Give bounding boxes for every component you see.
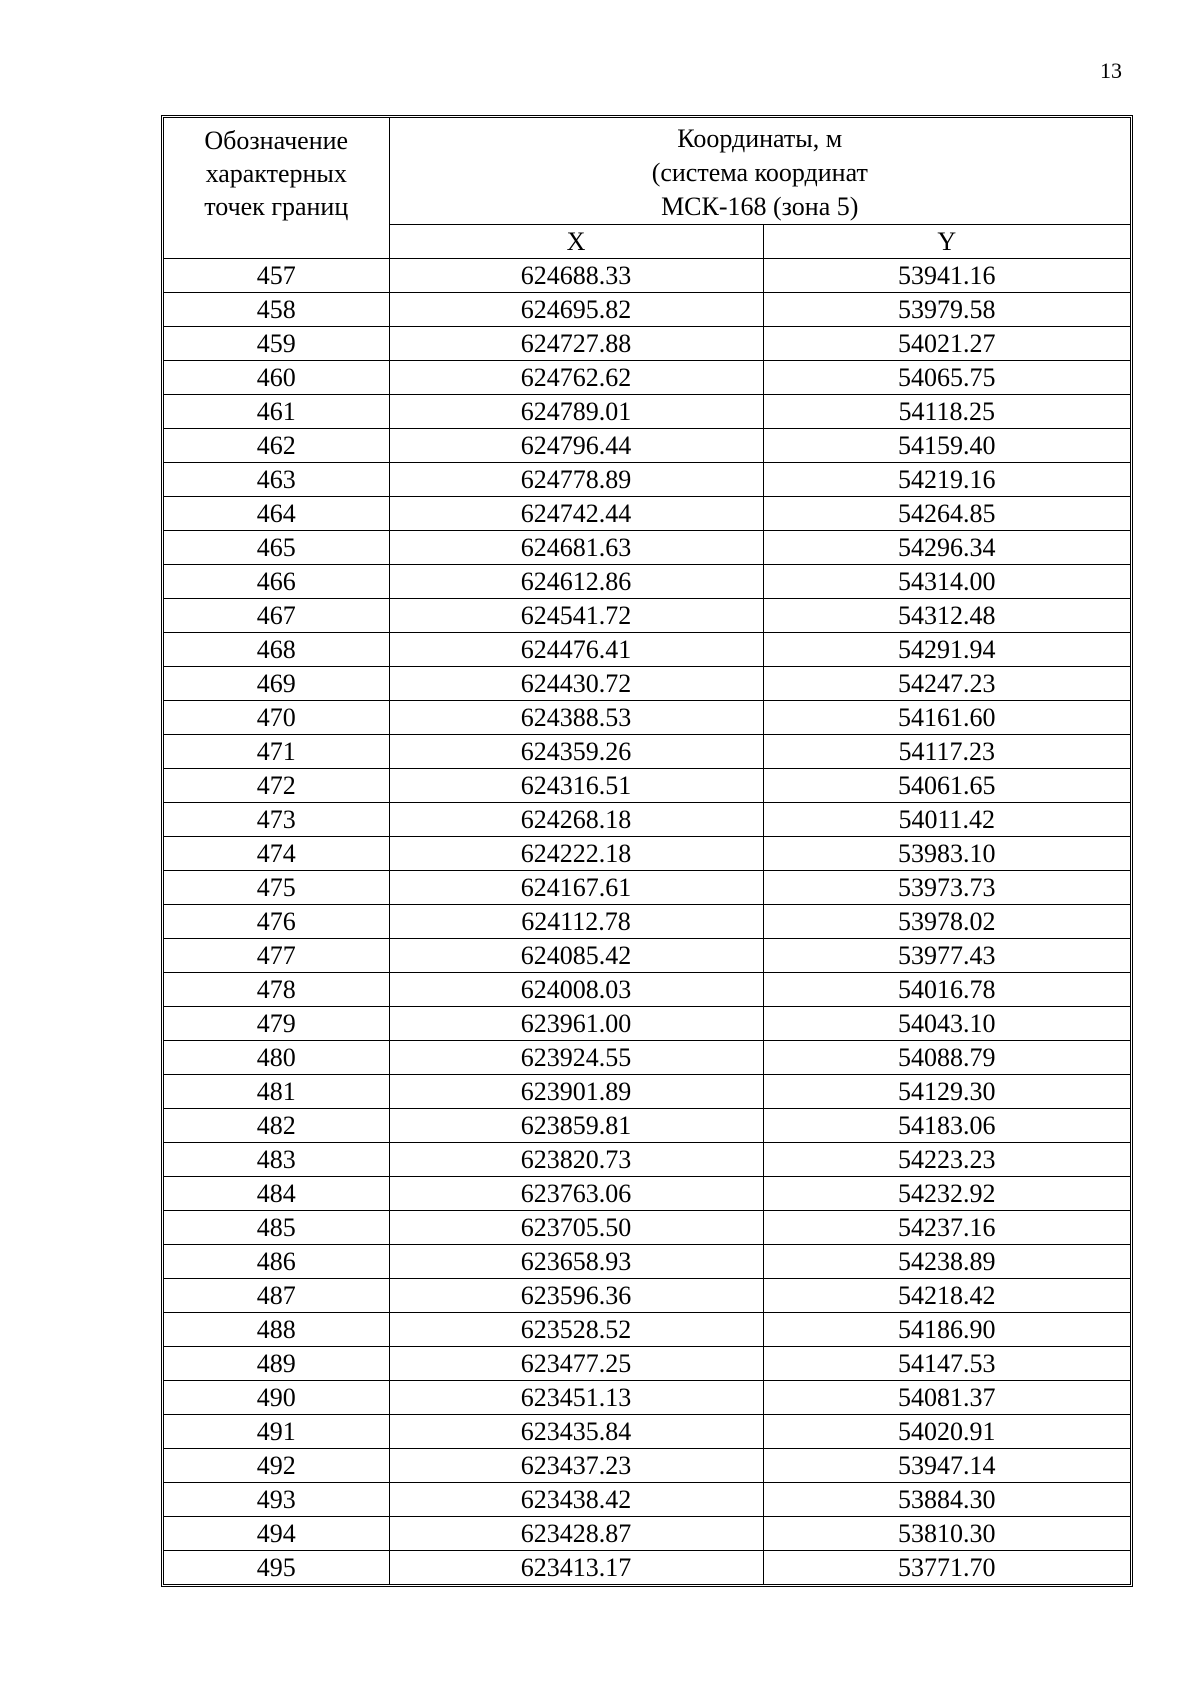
table-header [164,118,1130,259]
cell-x: 624778.89 [389,463,763,497]
table-row [164,327,1130,361]
cell-point-number: 465 [164,531,389,565]
cell-y: 54238.89 [763,1245,1130,1279]
cell-point-number: 474 [164,837,389,871]
cell-y: 53947.14 [763,1449,1130,1483]
cell-x: 624268.18 [389,803,763,837]
cell-y: 54016.78 [763,973,1130,1007]
header-point-designation-line: точек границ [204,192,349,221]
header-coordinates [389,118,1130,225]
cell-x: 623596.36 [389,1279,763,1313]
cell-point-number: 492 [164,1449,389,1483]
header-point-designation [164,118,389,259]
cell-x: 623658.93 [389,1245,763,1279]
cell-y: 54021.27 [763,327,1130,361]
cell-y: 54117.23 [763,735,1130,769]
cell-point-number: 466 [164,565,389,599]
cell-point-number: 471 [164,735,389,769]
cell-y: 54043.10 [763,1007,1130,1041]
cell-y: 53973.73 [763,871,1130,905]
cell-y: 54011.42 [763,803,1130,837]
cell-point-number: 489 [164,1347,389,1381]
cell-x: 624789.01 [389,395,763,429]
cell-y: 54118.25 [763,395,1130,429]
table-row [164,1449,1130,1483]
cell-y: 54161.60 [763,701,1130,735]
table-row [164,463,1130,497]
cell-y: 54232.92 [763,1177,1130,1211]
table-row [164,1211,1130,1245]
cell-point-number: 463 [164,463,389,497]
cell-point-number: 488 [164,1313,389,1347]
table-row [164,1381,1130,1415]
cell-x: 624612.86 [389,565,763,599]
cell-point-number: 475 [164,871,389,905]
cell-point-number: 494 [164,1517,389,1551]
cell-x: 623901.89 [389,1075,763,1109]
cell-y: 54264.85 [763,497,1130,531]
cell-y: 54147.53 [763,1347,1130,1381]
cell-y: 54291.94 [763,633,1130,667]
table-row [164,769,1130,803]
cell-x: 624388.53 [389,701,763,735]
table-row [164,735,1130,769]
table-row [164,1313,1130,1347]
cell-point-number: 462 [164,429,389,463]
cell-point-number: 477 [164,939,389,973]
cell-x: 623820.73 [389,1143,763,1177]
cell-point-number: 487 [164,1279,389,1313]
cell-x: 624112.78 [389,905,763,939]
cell-x: 623705.50 [389,1211,763,1245]
cell-point-number: 460 [164,361,389,395]
table-row [164,565,1130,599]
cell-y: 54296.34 [763,531,1130,565]
cell-y: 54237.16 [763,1211,1130,1245]
table-row [164,701,1130,735]
cell-point-number: 483 [164,1143,389,1177]
table-row [164,497,1130,531]
cell-point-number: 458 [164,293,389,327]
cell-x: 623435.84 [389,1415,763,1449]
cell-y: 53977.43 [763,939,1130,973]
cell-y: 53884.30 [763,1483,1130,1517]
header-y: Y [763,225,1130,259]
coordinates-table-frame [161,115,1133,1587]
cell-x: 624008.03 [389,973,763,1007]
cell-point-number: 490 [164,1381,389,1415]
table-row [164,1551,1130,1585]
cell-point-number: 468 [164,633,389,667]
header-coordinates-line: (система координат [651,158,868,187]
table-row [164,429,1130,463]
cell-y: 54088.79 [763,1041,1130,1075]
table-row [164,1517,1130,1551]
table-row [164,1177,1130,1211]
cell-point-number: 478 [164,973,389,1007]
cell-point-number: 481 [164,1075,389,1109]
header-coordinates-line: Координаты, м [677,124,843,153]
cell-x: 623961.00 [389,1007,763,1041]
cell-point-number: 461 [164,395,389,429]
cell-y: 54314.00 [763,565,1130,599]
cell-point-number: 495 [164,1551,389,1585]
cell-point-number: 464 [164,497,389,531]
cell-x: 624762.62 [389,361,763,395]
cell-point-number: 457 [164,259,389,293]
cell-x: 623451.13 [389,1381,763,1415]
table-row [164,361,1130,395]
cell-x: 624727.88 [389,327,763,361]
cell-y: 54186.90 [763,1313,1130,1347]
table-row [164,1041,1130,1075]
page-number: 13 [1100,58,1122,83]
cell-point-number: 469 [164,667,389,701]
table-row [164,1007,1130,1041]
cell-point-number: 472 [164,769,389,803]
header-point-designation-line: Обозначение [204,126,349,155]
table-row [164,1143,1130,1177]
cell-x: 624222.18 [389,837,763,871]
cell-y: 54223.23 [763,1143,1130,1177]
cell-y: 54081.37 [763,1381,1130,1415]
table-row [164,667,1130,701]
cell-y: 54247.23 [763,667,1130,701]
header-point-designation-line: характерных [205,159,347,188]
cell-x: 624541.72 [389,599,763,633]
cell-point-number: 476 [164,905,389,939]
table-row [164,905,1130,939]
table-row [164,939,1130,973]
cell-x: 623924.55 [389,1041,763,1075]
cell-y: 54218.42 [763,1279,1130,1313]
table-row [164,803,1130,837]
cell-y: 54219.16 [763,463,1130,497]
cell-x: 624695.82 [389,293,763,327]
cell-x: 624688.33 [389,259,763,293]
cell-x: 623763.06 [389,1177,763,1211]
cell-y: 54065.75 [763,361,1130,395]
table-body [164,259,1130,1585]
cell-y: 54129.30 [763,1075,1130,1109]
header-coordinates-line: МСК-168 (зона 5) [661,192,859,221]
cell-x: 624742.44 [389,497,763,531]
cell-point-number: 491 [164,1415,389,1449]
cell-y: 54159.40 [763,429,1130,463]
cell-y: 54183.06 [763,1109,1130,1143]
table-row [164,1415,1130,1449]
cell-x: 623437.23 [389,1449,763,1483]
cell-point-number: 459 [164,327,389,361]
table-row [164,1075,1130,1109]
table-row [164,633,1130,667]
table-row [164,395,1130,429]
table-row [164,973,1130,1007]
cell-x: 624359.26 [389,735,763,769]
cell-point-number: 479 [164,1007,389,1041]
cell-x: 623528.52 [389,1313,763,1347]
header-x: X [389,225,763,259]
table-row [164,293,1130,327]
cell-point-number: 473 [164,803,389,837]
cell-y: 54020.91 [763,1415,1130,1449]
cell-y: 54061.65 [763,769,1130,803]
table-row [164,837,1130,871]
cell-x: 623413.17 [389,1551,763,1585]
cell-x: 623438.42 [389,1483,763,1517]
cell-point-number: 482 [164,1109,389,1143]
cell-point-number: 493 [164,1483,389,1517]
table-row [164,1483,1130,1517]
cell-x: 624316.51 [389,769,763,803]
cell-x: 624681.63 [389,531,763,565]
table-row [164,1347,1130,1381]
cell-x: 624167.61 [389,871,763,905]
table-row [164,1279,1130,1313]
cell-point-number: 470 [164,701,389,735]
cell-y: 53771.70 [763,1551,1130,1585]
cell-point-number: 467 [164,599,389,633]
cell-x: 624476.41 [389,633,763,667]
table-row [164,1245,1130,1279]
table-row [164,531,1130,565]
cell-y: 53983.10 [763,837,1130,871]
cell-x: 624085.42 [389,939,763,973]
cell-point-number: 484 [164,1177,389,1211]
cell-x: 623859.81 [389,1109,763,1143]
cell-x: 624796.44 [389,429,763,463]
table-row [164,871,1130,905]
cell-x: 623428.87 [389,1517,763,1551]
coordinates-table [164,118,1130,1584]
cell-y: 54312.48 [763,599,1130,633]
cell-y: 53810.30 [763,1517,1130,1551]
cell-point-number: 485 [164,1211,389,1245]
cell-x: 623477.25 [389,1347,763,1381]
cell-x: 624430.72 [389,667,763,701]
cell-point-number: 480 [164,1041,389,1075]
table-row [164,259,1130,293]
cell-y: 53978.02 [763,905,1130,939]
cell-y: 53941.16 [763,259,1130,293]
table-row [164,599,1130,633]
cell-y: 53979.58 [763,293,1130,327]
table-row [164,1109,1130,1143]
cell-point-number: 486 [164,1245,389,1279]
